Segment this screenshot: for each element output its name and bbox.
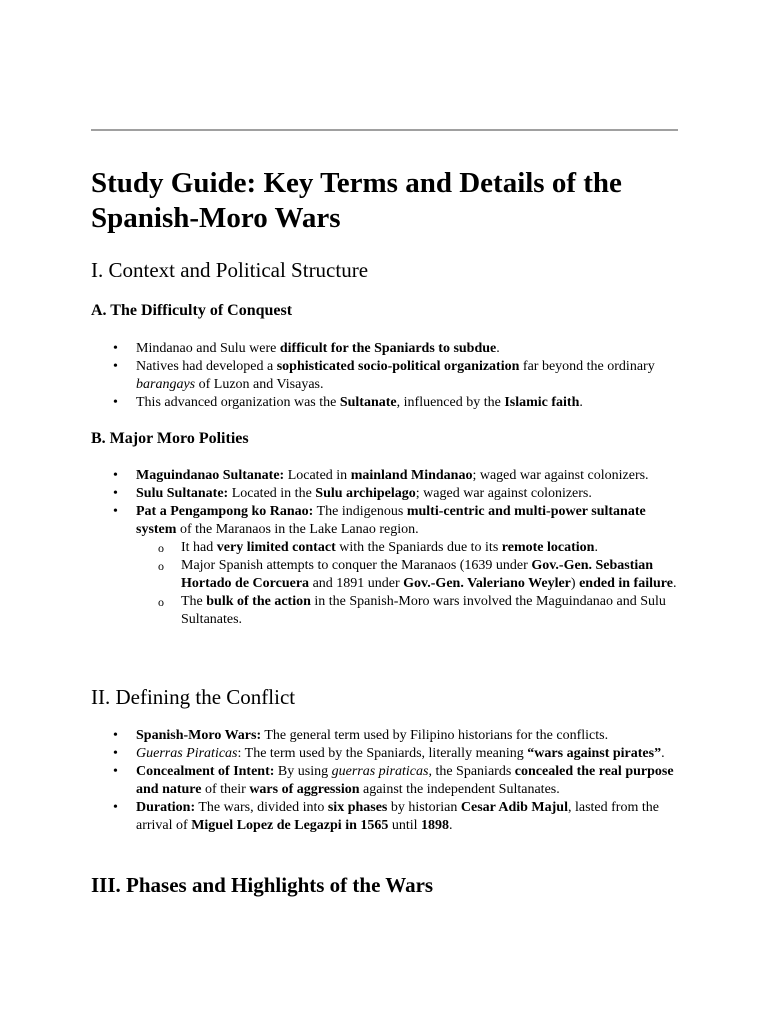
list-item: • Sulu Sultanate: Located in the Sulu archipelago; waged war against colonizers. (91, 485, 678, 503)
horizontal-rule (91, 129, 678, 131)
ranao-sublist (136, 539, 678, 629)
polities-list (91, 467, 678, 629)
section-heading-conflict: II. Defining the Conflict (91, 685, 296, 709)
section-heading-context: I. Context and Political Structure (91, 258, 369, 282)
list-item: • Pat a Pengampong ko Ranao: The indigenous multi-centric and multi-power sultanate system of the Maranaos in the Lake Lanao region. o It had very limited contact with the Spaniards due to its remote location. o Major Spanish attempts to conquer the Maranaos (1639 under Gov.-Gen. Sebastian Hortado de Corcuera and 1891 under Gov.-Gen. Valeriano Weyler) ended in failure. o The bulk of the action in the Spanish-Moro wars involved the Maguindanao and Sulu Sultanates. (91, 503, 678, 629)
list-item: • Guerras Piraticas: The term used by the Spaniards, literally meaning “wars against pirates”. (91, 745, 678, 763)
page-title: Study Guide: Key Terms and Details of the Spanish-Moro Wars (91, 167, 622, 234)
sub-list-item: o Major Spanish attempts to conquer the Maranaos (1639 under Gov.-Gen. Sebastian Hortado de Corcuera and 1891 under Gov.-Gen. Valeriano Weyler) ended in failure. (136, 557, 678, 593)
difficulty-list (91, 340, 678, 412)
conflict-list (91, 727, 678, 835)
subsection-heading-difficulty: A. The Difficulty of Conquest (91, 302, 293, 319)
list-item: • Natives had developed a sophisticated socio-political organization far beyond the ordinary barangays of Luzon and Visayas. (91, 358, 678, 394)
list-item: • Mindanao and Sulu were difficult for the Spaniards to subdue. (91, 340, 678, 358)
list-item: • Concealment of Intent: By using guerras piraticas, the Spaniards concealed the real purpose and nature of their wars of aggression against the independent Sultanates. (91, 763, 678, 799)
list-item: • Duration: The wars, divided into six phases by historian Cesar Adib Majul, lasted from the arrival of Miguel Lopez de Legazpi in 1565 until 1898. (91, 799, 678, 835)
sub-list-item: o It had very limited contact with the Spaniards due to its remote location. (136, 539, 678, 557)
list-item: • This advanced organization was the Sultanate, influenced by the Islamic faith. (91, 394, 678, 412)
section-heading-phases: III. Phases and Highlights of the Wars (91, 873, 434, 897)
list-item: • Maguindanao Sultanate: Located in mainland Mindanao; waged war against colonizers. (91, 467, 678, 485)
sub-list-item: o The bulk of the action in the Spanish-Moro wars involved the Maguindanao and Sulu Sultanates. (136, 593, 678, 629)
subsection-heading-polities: B. Major Moro Polities (91, 430, 249, 447)
list-item: • Spanish-Moro Wars: The general term used by Filipino historians for the conflicts. (91, 727, 678, 745)
